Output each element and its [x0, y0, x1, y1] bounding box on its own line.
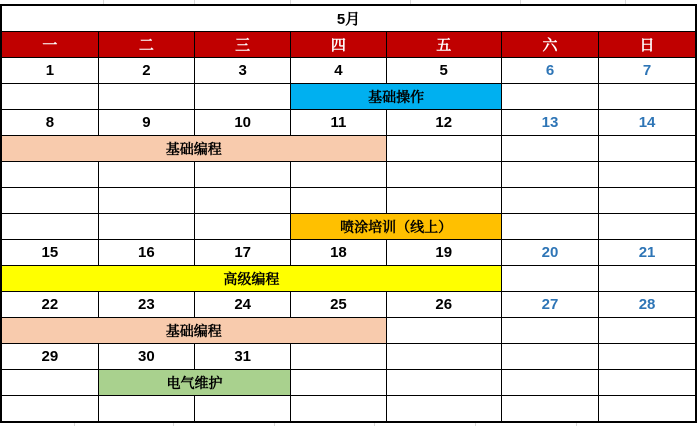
empty-cell[interactable] — [98, 188, 194, 214]
empty-cell[interactable] — [501, 188, 598, 214]
empty-cell[interactable] — [386, 370, 501, 396]
date-cell-31[interactable]: 31 — [195, 344, 291, 370]
empty-cell[interactable] — [599, 214, 696, 240]
weekday-header-cell-1[interactable]: 一 — [1, 32, 98, 58]
event-bar-electrical-maintenance[interactable]: 电气维护 — [98, 370, 291, 396]
date-cell-9[interactable]: 9 — [98, 110, 194, 136]
empty-cell[interactable] — [386, 162, 501, 188]
event-bar-basic-programming[interactable]: 基础编程 — [1, 136, 386, 162]
date-cell-28[interactable]: 28 — [599, 292, 696, 318]
date-cell-17[interactable]: 17 — [195, 240, 291, 266]
empty-cell[interactable] — [386, 318, 501, 344]
empty-cell[interactable] — [195, 84, 291, 110]
date-cell-23[interactable]: 23 — [98, 292, 194, 318]
empty-cell[interactable] — [501, 266, 598, 292]
empty-cell[interactable] — [501, 136, 598, 162]
event-bar-basic-operation[interactable]: 基础操作 — [291, 84, 502, 110]
empty-cell[interactable] — [1, 214, 98, 240]
weekday-header-cell-2[interactable]: 二 — [98, 32, 194, 58]
empty-cell[interactable] — [599, 188, 696, 214]
date-cell-30[interactable]: 30 — [98, 344, 194, 370]
empty-cell[interactable] — [501, 370, 598, 396]
weekday-header-cell-5[interactable]: 五 — [386, 32, 501, 58]
date-cell-21[interactable]: 21 — [599, 240, 696, 266]
event-bar-spray-training-online[interactable]: 喷涂培训（线上） — [291, 214, 502, 240]
date-cell-13[interactable]: 13 — [501, 110, 598, 136]
empty-cell[interactable] — [1, 84, 98, 110]
empty-cell[interactable] — [98, 84, 194, 110]
empty-cell[interactable] — [98, 162, 194, 188]
date-cell-26[interactable]: 26 — [386, 292, 501, 318]
empty-cell[interactable] — [501, 396, 598, 423]
empty-cell[interactable] — [291, 162, 386, 188]
date-cell-16[interactable]: 16 — [98, 240, 194, 266]
date-cell-5[interactable]: 5 — [386, 58, 501, 84]
date-cell-24[interactable]: 24 — [195, 292, 291, 318]
empty-cell[interactable] — [291, 396, 386, 423]
empty-cell[interactable] — [501, 318, 598, 344]
date-cell-4[interactable]: 4 — [291, 58, 386, 84]
date-cell-18[interactable]: 18 — [291, 240, 386, 266]
empty-cell[interactable] — [599, 370, 696, 396]
empty-cell[interactable] — [599, 344, 696, 370]
date-cell-8[interactable]: 8 — [1, 110, 98, 136]
empty-cell[interactable] — [599, 84, 696, 110]
empty-cell[interactable] — [195, 214, 291, 240]
date-cell-14[interactable]: 14 — [599, 110, 696, 136]
empty-cell[interactable] — [501, 344, 598, 370]
date-cell-15[interactable]: 15 — [1, 240, 98, 266]
empty-cell[interactable] — [599, 266, 696, 292]
empty-cell[interactable] — [1, 162, 98, 188]
date-cell-7[interactable]: 7 — [599, 58, 696, 84]
empty-cell[interactable] — [291, 188, 386, 214]
empty-cell[interactable] — [386, 188, 501, 214]
empty-cell[interactable] — [599, 136, 696, 162]
empty-cell[interactable] — [599, 318, 696, 344]
weekday-header-cell-6[interactable]: 六 — [501, 32, 598, 58]
date-cell-10[interactable]: 10 — [195, 110, 291, 136]
date-cell-11[interactable]: 11 — [291, 110, 386, 136]
empty-cell[interactable] — [98, 396, 194, 423]
date-cell-3[interactable]: 3 — [195, 58, 291, 84]
calendar-table — [0, 4, 697, 423]
calendar-body — [1, 5, 696, 422]
empty-cell[interactable] — [1, 188, 98, 214]
weekday-header-cell-7[interactable]: 日 — [599, 32, 696, 58]
empty-cell[interactable] — [291, 344, 386, 370]
empty-cell[interactable] — [501, 84, 598, 110]
empty-cell[interactable] — [599, 396, 696, 423]
event-bar-basic-programming[interactable]: 基础编程 — [1, 318, 386, 344]
empty-cell[interactable] — [599, 162, 696, 188]
date-cell-25[interactable]: 25 — [291, 292, 386, 318]
date-cell-29[interactable]: 29 — [1, 344, 98, 370]
empty-cell[interactable] — [98, 214, 194, 240]
empty-cell[interactable] — [386, 344, 501, 370]
weekday-header-cell-4[interactable]: 四 — [291, 32, 386, 58]
empty-cell[interactable] — [1, 370, 98, 396]
date-cell-2[interactable]: 2 — [98, 58, 194, 84]
empty-cell[interactable] — [291, 370, 386, 396]
date-cell-20[interactable]: 20 — [501, 240, 598, 266]
empty-cell[interactable] — [386, 396, 501, 423]
empty-cell[interactable] — [195, 396, 291, 423]
date-cell-1[interactable]: 1 — [1, 58, 98, 84]
date-cell-12[interactable]: 12 — [386, 110, 501, 136]
empty-cell[interactable] — [195, 162, 291, 188]
empty-cell[interactable] — [195, 188, 291, 214]
weekday-header-cell-3[interactable]: 三 — [195, 32, 291, 58]
date-cell-19[interactable]: 19 — [386, 240, 501, 266]
date-cell-27[interactable]: 27 — [501, 292, 598, 318]
empty-cell[interactable] — [386, 136, 501, 162]
event-bar-advanced-programming[interactable]: 高级编程 — [1, 266, 501, 292]
empty-cell[interactable] — [501, 214, 598, 240]
month-title-cell[interactable]: 5月 — [1, 5, 696, 32]
date-cell-6[interactable]: 6 — [501, 58, 598, 84]
empty-cell[interactable] — [1, 396, 98, 423]
date-cell-22[interactable]: 22 — [1, 292, 98, 318]
empty-cell[interactable] — [501, 162, 598, 188]
